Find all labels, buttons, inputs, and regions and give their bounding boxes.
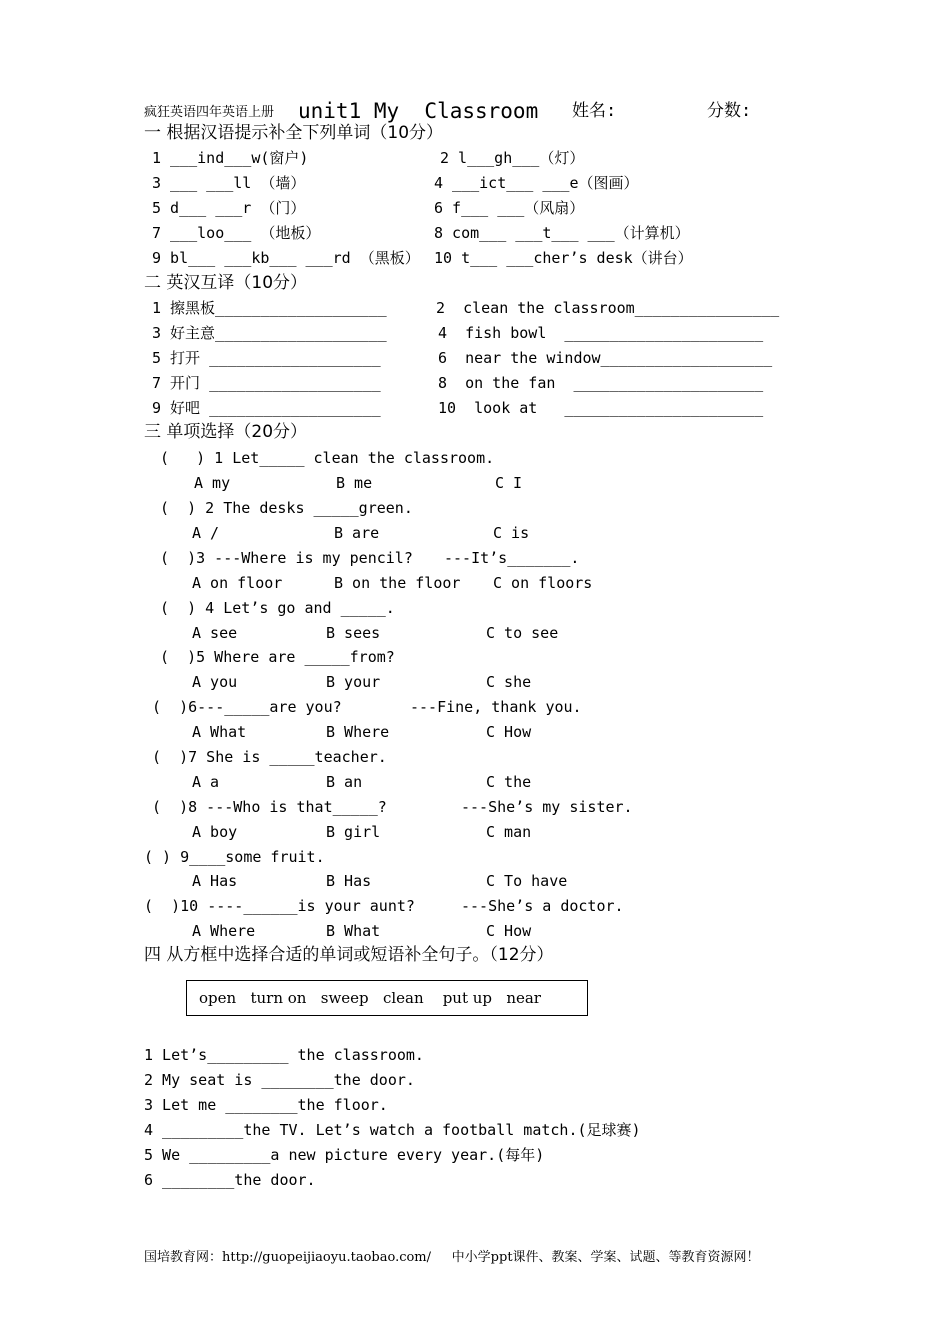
- s2-item-8: 8 on the fan _____________________: [438, 374, 764, 392]
- q6-option-c: C How: [486, 723, 532, 741]
- s4-sentence-2: 2 My seat is ________the door.: [144, 1071, 415, 1089]
- q7-option-c: C the: [486, 773, 532, 791]
- q8-stem: ( )8 ---Who is that_____?: [152, 798, 387, 816]
- section1-title: 一 根据汉语提示补全下列单词（10分）: [144, 123, 444, 143]
- q9-option-a: A Has: [192, 872, 238, 890]
- word-box-words: open turn on sweep clean put up near: [199, 989, 541, 1007]
- q3-option-a: A on floor: [192, 574, 283, 592]
- s2-item-9: 9 好吧 ___________________: [152, 399, 381, 417]
- q2-stem: ( ) 2 The desks _____green.: [160, 499, 413, 517]
- footer-text: 国培教育网：http://guopeijiaoyu.taobao.com/ 中小学ppt课件、教案、学案、试题、等教育资源网！: [144, 1250, 760, 1265]
- s2-item-10: 10 look at ______________________: [438, 399, 764, 417]
- unit-title: unit1 My Classroom: [298, 99, 539, 123]
- s1-item-2: 2 l___gh___（灯）: [440, 149, 585, 167]
- s1-item-6: 6 f___ ___（风扇）: [434, 199, 585, 217]
- q1-stem: ( ) 1 Let_____ clean the classroom.: [160, 449, 495, 467]
- s1-item-9: 9 bl___ ___kb___ ___rd （黑板）: [152, 249, 420, 267]
- q8-option-a: A boy: [192, 823, 238, 841]
- score-label: 分数:: [707, 101, 752, 121]
- q4-option-c: C to see: [486, 624, 559, 642]
- s2-item-4: 4 fish bowl ______________________: [438, 324, 764, 342]
- section2-title: 二 英汉互译（10分）: [144, 273, 308, 293]
- s2-item-7: 7 开门 ___________________: [152, 374, 381, 392]
- s4-sentence-6: 6 ________the door.: [144, 1171, 316, 1189]
- q4-option-a: A see: [192, 624, 238, 642]
- s2-item-6: 6 near the window___________________: [438, 349, 773, 367]
- q7-option-b: B an: [326, 773, 363, 791]
- q1-option-c: C I: [495, 474, 523, 492]
- q10-stem: ( )10 ----______is your aunt?: [144, 897, 415, 915]
- q9-option-c: C To have: [486, 872, 568, 890]
- q7-option-a: A a: [192, 773, 220, 791]
- q2-option-c: C is: [493, 524, 530, 542]
- word-box: [186, 980, 588, 1016]
- book-title: 疯狂英语四年英语上册: [144, 105, 275, 120]
- q2-option-b: B are: [334, 524, 380, 542]
- q8-reply: ---She’s my sister.: [461, 798, 633, 816]
- s1-item-10: 10 t___ ___cher’s desk（讲台）: [434, 249, 693, 267]
- q4-stem: ( ) 4 Let’s go and _____.: [160, 599, 395, 617]
- s4-sentence-1: 1 Let’s_________ the classroom.: [144, 1046, 424, 1064]
- s1-item-3: 3 ___ ___ll （墙）: [152, 174, 306, 192]
- q9-option-b: B Has: [326, 872, 372, 890]
- q6-option-b: B Where: [326, 723, 390, 741]
- q6-stem: ( )6---_____are you?: [152, 698, 342, 716]
- q3-reply: ---It’s_______.: [444, 549, 580, 567]
- s2-item-5: 5 打开 ___________________: [152, 349, 381, 367]
- s1-item-1: 1 ___ind___w(窗户): [152, 149, 309, 167]
- q1-option-b: B me: [336, 474, 373, 492]
- q3-stem: ( )3 ---Where is my pencil?: [160, 549, 413, 567]
- name-label: 姓名:: [572, 101, 617, 121]
- q4-option-b: B sees: [326, 624, 381, 642]
- s1-item-8: 8 com___ ___t___ ___（计算机）: [434, 224, 690, 242]
- q8-option-b: B girl: [326, 823, 381, 841]
- s4-sentence-4: 4 _________the TV. Let’s watch a football match.(足球赛): [144, 1121, 641, 1139]
- q7-stem: ( )7 She is _____teacher.: [152, 748, 387, 766]
- q6-reply: ---Fine, thank you.: [410, 698, 582, 716]
- q8-option-c: C man: [486, 823, 532, 841]
- s2-item-2: 2 clean the classroom________________: [436, 299, 780, 317]
- q5-option-c: C she: [486, 673, 532, 691]
- q5-option-b: B your: [326, 673, 381, 691]
- s4-sentence-3: 3 Let me ________the floor.: [144, 1096, 388, 1114]
- q10-option-c: C How: [486, 922, 532, 940]
- q9-stem: ( ) 9____some fruit.: [144, 848, 325, 866]
- q3-option-b: B on the floor: [334, 574, 461, 592]
- q6-option-a: A What: [192, 723, 247, 741]
- s1-item-7: 7 ___loo___ （地板）: [152, 224, 321, 242]
- section4-title: 四 从方框中选择合适的单词或短语补全句子。（12分）: [144, 945, 554, 965]
- q1-option-a: A my: [194, 474, 231, 492]
- q10-reply: ---She’s a doctor.: [461, 897, 624, 915]
- s1-item-5: 5 d___ ___r （门）: [152, 199, 306, 217]
- q5-stem: ( )5 Where are _____from?: [160, 648, 395, 666]
- s1-item-4: 4 ___ict___ ___e（图画）: [434, 174, 639, 192]
- q10-option-b: B What: [326, 922, 381, 940]
- q5-option-a: A you: [192, 673, 238, 691]
- q10-option-a: A Where: [192, 922, 256, 940]
- s4-sentence-5: 5 We _________a new picture every year.(每年): [144, 1146, 545, 1164]
- section3-title: 三 单项选择（20分）: [144, 422, 308, 442]
- s2-item-1: 1 擦黑板___________________: [152, 299, 387, 317]
- q3-option-c: C on floors: [493, 574, 593, 592]
- q2-option-a: A /: [192, 524, 220, 542]
- s2-item-3: 3 好主意___________________: [152, 324, 387, 342]
